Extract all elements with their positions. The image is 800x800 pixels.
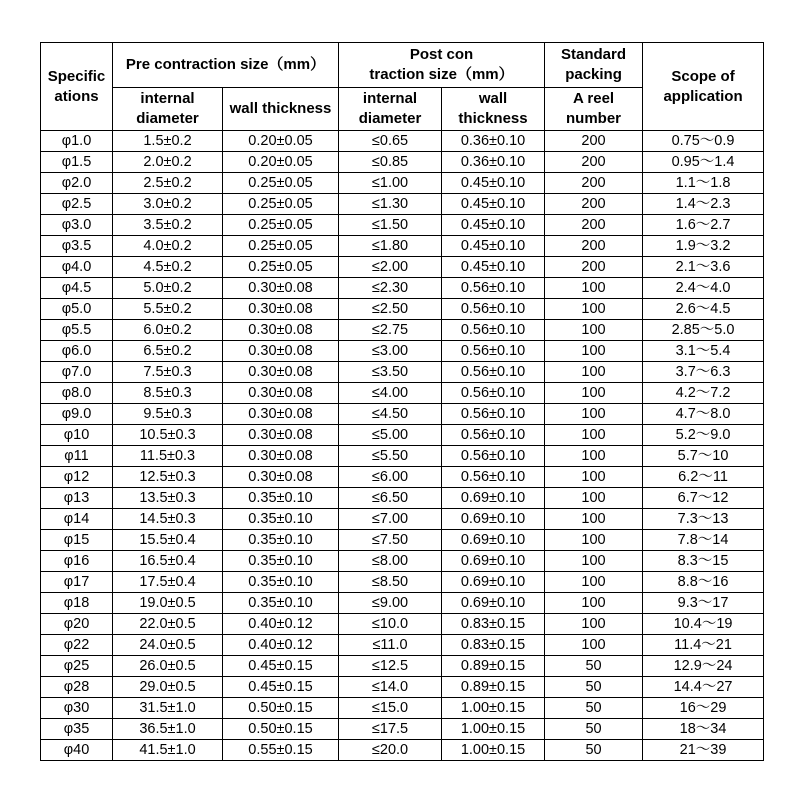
table-row	[41, 383, 764, 404]
cell-spec: φ6.0	[41, 341, 113, 362]
cell-post-wall-thickness: 0.45±0.10	[442, 236, 545, 257]
cell-post-internal-diameter: ≤3.50	[339, 362, 442, 383]
header-pre-id-line2: diameter	[136, 110, 199, 127]
cell-pre-internal-diameter: 15.5±0.4	[113, 530, 223, 551]
cell-scope: 11.4～21	[643, 635, 764, 656]
cell-reel-number: 100	[545, 341, 643, 362]
cell-pre-wall-thickness: 0.35±0.10	[223, 551, 339, 572]
cell-pre-internal-diameter: 3.0±0.2	[113, 194, 223, 215]
table-row	[41, 236, 764, 257]
cell-spec: φ9.0	[41, 404, 113, 425]
cell-reel-number: 200	[545, 236, 643, 257]
cell-spec: φ22	[41, 635, 113, 656]
cell-pre-internal-diameter: 6.5±0.2	[113, 341, 223, 362]
cell-spec: φ12	[41, 467, 113, 488]
cell-pre-internal-diameter: 13.5±0.3	[113, 488, 223, 509]
cell-spec: φ4.5	[41, 278, 113, 299]
cell-scope: 10.4～19	[643, 614, 764, 635]
cell-reel-number: 50	[545, 698, 643, 719]
cell-spec: φ25	[41, 656, 113, 677]
cell-post-wall-thickness: 0.36±0.10	[442, 152, 545, 173]
cell-scope: 7.8～14	[643, 530, 764, 551]
header-reel-line1: A reel	[572, 90, 615, 107]
cell-pre-internal-diameter: 29.0±0.5	[113, 677, 223, 698]
table-row	[41, 215, 764, 236]
cell-scope: 8.8～16	[643, 572, 764, 593]
header-post-contraction	[339, 43, 545, 88]
cell-scope: 2.4～4.0	[643, 278, 764, 299]
cell-post-internal-diameter: ≤20.0	[339, 740, 442, 761]
cell-post-internal-diameter: ≤2.50	[339, 299, 442, 320]
header-pre-wall-thickness: wall thickness	[223, 88, 339, 131]
cell-spec: φ8.0	[41, 383, 113, 404]
cell-post-internal-diameter: ≤2.00	[339, 257, 442, 278]
cell-pre-wall-thickness: 0.25±0.05	[223, 215, 339, 236]
cell-spec: φ20	[41, 614, 113, 635]
cell-reel-number: 100	[545, 635, 643, 656]
cell-post-internal-diameter: ≤7.50	[339, 530, 442, 551]
cell-pre-wall-thickness: 0.40±0.12	[223, 635, 339, 656]
table-row	[41, 299, 764, 320]
cell-reel-number: 100	[545, 425, 643, 446]
cell-pre-internal-diameter: 10.5±0.3	[113, 425, 223, 446]
cell-scope: 0.95～1.4	[643, 152, 764, 173]
cell-scope: 2.1～3.6	[643, 257, 764, 278]
cell-post-wall-thickness: 1.00±0.15	[442, 719, 545, 740]
cell-reel-number: 100	[545, 614, 643, 635]
table-row	[41, 635, 764, 656]
cell-post-wall-thickness: 0.89±0.15	[442, 677, 545, 698]
cell-pre-internal-diameter: 4.0±0.2	[113, 236, 223, 257]
table-row	[41, 740, 764, 761]
cell-pre-internal-diameter: 5.5±0.2	[113, 299, 223, 320]
table-row	[41, 467, 764, 488]
cell-pre-wall-thickness: 0.35±0.10	[223, 488, 339, 509]
cell-scope: 3.7～6.3	[643, 362, 764, 383]
cell-reel-number: 100	[545, 404, 643, 425]
table-row	[41, 530, 764, 551]
cell-pre-wall-thickness: 0.30±0.08	[223, 446, 339, 467]
table-row	[41, 551, 764, 572]
header-specifications	[41, 43, 113, 131]
table-row	[41, 425, 764, 446]
cell-post-wall-thickness: 0.69±0.10	[442, 530, 545, 551]
cell-reel-number: 100	[545, 488, 643, 509]
cell-post-wall-thickness: 0.56±0.10	[442, 278, 545, 299]
cell-scope: 2.85～5.0	[643, 320, 764, 341]
cell-spec: φ1.5	[41, 152, 113, 173]
cell-post-wall-thickness: 0.56±0.10	[442, 320, 545, 341]
cell-reel-number: 100	[545, 551, 643, 572]
cell-reel-number: 100	[545, 383, 643, 404]
cell-pre-internal-diameter: 41.5±1.0	[113, 740, 223, 761]
cell-post-internal-diameter: ≤2.30	[339, 278, 442, 299]
table-row	[41, 656, 764, 677]
cell-reel-number: 100	[545, 467, 643, 488]
cell-pre-internal-diameter: 4.5±0.2	[113, 257, 223, 278]
cell-post-internal-diameter: ≤4.50	[339, 404, 442, 425]
header-scope-line1: Scope of	[671, 67, 735, 85]
cell-post-wall-thickness: 0.56±0.10	[442, 404, 545, 425]
cell-pre-internal-diameter: 2.0±0.2	[113, 152, 223, 173]
cell-pre-wall-thickness: 0.25±0.05	[223, 194, 339, 215]
cell-post-internal-diameter: ≤10.0	[339, 614, 442, 635]
cell-pre-wall-thickness: 0.40±0.12	[223, 614, 339, 635]
cell-pre-wall-thickness: 0.35±0.10	[223, 530, 339, 551]
cell-scope: 16～29	[643, 698, 764, 719]
cell-pre-internal-diameter: 5.0±0.2	[113, 278, 223, 299]
cell-post-wall-thickness: 0.69±0.10	[442, 551, 545, 572]
cell-spec: φ28	[41, 677, 113, 698]
table-row	[41, 488, 764, 509]
cell-pre-internal-diameter: 14.5±0.3	[113, 509, 223, 530]
cell-reel-number: 200	[545, 194, 643, 215]
cell-post-internal-diameter: ≤1.00	[339, 173, 442, 194]
cell-post-wall-thickness: 0.83±0.15	[442, 635, 545, 656]
cell-post-wall-thickness: 0.56±0.10	[442, 299, 545, 320]
cell-post-internal-diameter: ≤1.50	[339, 215, 442, 236]
cell-pre-wall-thickness: 0.25±0.05	[223, 257, 339, 278]
cell-post-internal-diameter: ≤3.00	[339, 341, 442, 362]
cell-post-wall-thickness: 0.83±0.15	[442, 614, 545, 635]
table-row	[41, 719, 764, 740]
cell-reel-number: 200	[545, 257, 643, 278]
cell-pre-wall-thickness: 0.30±0.08	[223, 278, 339, 299]
cell-pre-internal-diameter: 2.5±0.2	[113, 173, 223, 194]
cell-spec: φ2.0	[41, 173, 113, 194]
cell-scope: 1.1～1.8	[643, 173, 764, 194]
header-spec-line2: ations	[54, 87, 99, 105]
cell-post-wall-thickness: 0.45±0.10	[442, 194, 545, 215]
cell-post-internal-diameter: ≤1.30	[339, 194, 442, 215]
table-row	[41, 152, 764, 173]
cell-post-wall-thickness: 0.69±0.10	[442, 572, 545, 593]
cell-scope: 4.7～8.0	[643, 404, 764, 425]
cell-pre-wall-thickness: 0.30±0.08	[223, 320, 339, 341]
cell-post-wall-thickness: 0.56±0.10	[442, 383, 545, 404]
table-row	[41, 677, 764, 698]
cell-post-internal-diameter: ≤6.00	[339, 467, 442, 488]
cell-scope: 21～39	[643, 740, 764, 761]
header-scope-line2: application	[663, 87, 743, 105]
cell-scope: 14.4～27	[643, 677, 764, 698]
cell-scope: 7.3～13	[643, 509, 764, 530]
cell-spec: φ3.0	[41, 215, 113, 236]
cell-post-wall-thickness: 0.89±0.15	[442, 656, 545, 677]
cell-pre-wall-thickness: 0.45±0.15	[223, 677, 339, 698]
cell-pre-wall-thickness: 0.30±0.08	[223, 299, 339, 320]
cell-spec: φ2.5	[41, 194, 113, 215]
cell-spec: φ40	[41, 740, 113, 761]
cell-reel-number: 50	[545, 719, 643, 740]
table-row	[41, 593, 764, 614]
cell-reel-number: 100	[545, 299, 643, 320]
cell-spec: φ17	[41, 572, 113, 593]
cell-reel-number: 200	[545, 152, 643, 173]
cell-pre-wall-thickness: 0.35±0.10	[223, 593, 339, 614]
cell-post-internal-diameter: ≤0.85	[339, 152, 442, 173]
cell-post-wall-thickness: 0.45±0.10	[442, 215, 545, 236]
cell-spec: φ10	[41, 425, 113, 446]
header-reel-number	[545, 88, 643, 131]
cell-pre-wall-thickness: 0.50±0.15	[223, 719, 339, 740]
cell-spec: φ30	[41, 698, 113, 719]
cell-scope: 9.3～17	[643, 593, 764, 614]
cell-pre-internal-diameter: 36.5±1.0	[113, 719, 223, 740]
cell-spec: φ5.5	[41, 320, 113, 341]
cell-pre-internal-diameter: 7.5±0.3	[113, 362, 223, 383]
cell-post-wall-thickness: 0.45±0.10	[442, 257, 545, 278]
table-row	[41, 257, 764, 278]
cell-pre-wall-thickness: 0.20±0.05	[223, 152, 339, 173]
table-row	[41, 404, 764, 425]
cell-scope: 4.2～7.2	[643, 383, 764, 404]
cell-reel-number: 100	[545, 530, 643, 551]
cell-pre-wall-thickness: 0.20±0.05	[223, 131, 339, 152]
cell-pre-internal-diameter: 9.5±0.3	[113, 404, 223, 425]
header-post-wall-line1: wall	[478, 90, 508, 107]
cell-pre-internal-diameter: 26.0±0.5	[113, 656, 223, 677]
header-pack-line2: packing	[565, 66, 622, 83]
header-pre-id-line1: internal	[140, 90, 195, 107]
cell-reel-number: 100	[545, 320, 643, 341]
cell-post-internal-diameter: ≤15.0	[339, 698, 442, 719]
cell-pre-wall-thickness: 0.30±0.08	[223, 404, 339, 425]
cell-post-internal-diameter: ≤2.75	[339, 320, 442, 341]
cell-pre-wall-thickness: 0.35±0.10	[223, 509, 339, 530]
cell-post-wall-thickness: 1.00±0.15	[442, 740, 545, 761]
cell-pre-wall-thickness: 0.50±0.15	[223, 698, 339, 719]
table-row	[41, 194, 764, 215]
cell-post-internal-diameter: ≤4.00	[339, 383, 442, 404]
header-pre-contraction: Pre contraction size（mm）	[113, 43, 339, 88]
cell-pre-internal-diameter: 19.0±0.5	[113, 593, 223, 614]
header-reel-line2: number	[566, 110, 622, 127]
cell-pre-wall-thickness: 0.25±0.05	[223, 236, 339, 257]
cell-post-internal-diameter: ≤1.80	[339, 236, 442, 257]
cell-scope: 2.6～4.5	[643, 299, 764, 320]
cell-reel-number: 50	[545, 740, 643, 761]
cell-spec: φ16	[41, 551, 113, 572]
cell-pre-internal-diameter: 1.5±0.2	[113, 131, 223, 152]
cell-spec: φ3.5	[41, 236, 113, 257]
cell-reel-number: 200	[545, 131, 643, 152]
cell-post-wall-thickness: 0.69±0.10	[442, 593, 545, 614]
cell-post-internal-diameter: ≤12.5	[339, 656, 442, 677]
cell-pre-wall-thickness: 0.35±0.10	[223, 572, 339, 593]
cell-post-wall-thickness: 0.56±0.10	[442, 341, 545, 362]
cell-reel-number: 50	[545, 677, 643, 698]
specification-table	[40, 42, 764, 761]
cell-post-internal-diameter: ≤7.00	[339, 509, 442, 530]
table-row	[41, 509, 764, 530]
cell-scope: 6.7～12	[643, 488, 764, 509]
header-standard-packing	[545, 43, 643, 88]
table-row	[41, 614, 764, 635]
cell-post-internal-diameter: ≤17.5	[339, 719, 442, 740]
cell-pre-internal-diameter: 3.5±0.2	[113, 215, 223, 236]
cell-post-wall-thickness: 0.56±0.10	[442, 467, 545, 488]
cell-pre-internal-diameter: 11.5±0.3	[113, 446, 223, 467]
cell-post-internal-diameter: ≤14.0	[339, 677, 442, 698]
cell-pre-wall-thickness: 0.55±0.15	[223, 740, 339, 761]
header-post-wall-thickness	[442, 88, 545, 131]
cell-reel-number: 200	[545, 173, 643, 194]
cell-pre-wall-thickness: 0.30±0.08	[223, 425, 339, 446]
cell-spec: φ13	[41, 488, 113, 509]
cell-post-internal-diameter: ≤8.50	[339, 572, 442, 593]
cell-reel-number: 100	[545, 446, 643, 467]
table-row	[41, 341, 764, 362]
cell-reel-number: 100	[545, 362, 643, 383]
header-post-internal-diameter	[339, 88, 442, 131]
cell-pre-internal-diameter: 6.0±0.2	[113, 320, 223, 341]
cell-scope: 0.75～0.9	[643, 131, 764, 152]
cell-spec: φ5.0	[41, 299, 113, 320]
table-row	[41, 173, 764, 194]
cell-reel-number: 100	[545, 593, 643, 614]
cell-post-wall-thickness: 0.36±0.10	[442, 131, 545, 152]
cell-scope: 5.2～9.0	[643, 425, 764, 446]
cell-reel-number: 100	[545, 509, 643, 530]
cell-pre-wall-thickness: 0.30±0.08	[223, 467, 339, 488]
cell-scope: 1.6～2.7	[643, 215, 764, 236]
cell-pre-internal-diameter: 16.5±0.4	[113, 551, 223, 572]
header-post-id-line2: diameter	[358, 110, 422, 127]
table-body	[41, 131, 764, 761]
cell-post-internal-diameter: ≤8.00	[339, 551, 442, 572]
cell-spec: φ14	[41, 509, 113, 530]
cell-post-internal-diameter: ≤9.00	[339, 593, 442, 614]
cell-pre-wall-thickness: 0.25±0.05	[223, 173, 339, 194]
cell-pre-wall-thickness: 0.45±0.15	[223, 656, 339, 677]
table-row	[41, 131, 764, 152]
cell-reel-number: 50	[545, 656, 643, 677]
cell-pre-internal-diameter: 12.5±0.3	[113, 467, 223, 488]
cell-spec: φ11	[41, 446, 113, 467]
cell-scope: 5.7～10	[643, 446, 764, 467]
table-row	[41, 278, 764, 299]
cell-post-wall-thickness: 0.56±0.10	[442, 446, 545, 467]
cell-pre-internal-diameter: 24.0±0.5	[113, 635, 223, 656]
header-row-1	[41, 43, 764, 88]
cell-pre-wall-thickness: 0.30±0.08	[223, 341, 339, 362]
cell-pre-internal-diameter: 22.0±0.5	[113, 614, 223, 635]
table-row	[41, 320, 764, 341]
cell-reel-number: 100	[545, 572, 643, 593]
cell-post-wall-thickness: 1.00±0.15	[442, 698, 545, 719]
table-row	[41, 446, 764, 467]
cell-spec: φ1.0	[41, 131, 113, 152]
cell-post-internal-diameter: ≤0.65	[339, 131, 442, 152]
cell-scope: 1.4～2.3	[643, 194, 764, 215]
header-post-line2: traction size（mm）	[369, 66, 514, 83]
cell-pre-internal-diameter: 31.5±1.0	[113, 698, 223, 719]
table-row	[41, 698, 764, 719]
cell-scope: 12.9～24	[643, 656, 764, 677]
cell-spec: φ18	[41, 593, 113, 614]
cell-pre-wall-thickness: 0.30±0.08	[223, 383, 339, 404]
cell-post-internal-diameter: ≤11.0	[339, 635, 442, 656]
cell-reel-number: 200	[545, 215, 643, 236]
cell-scope: 18～34	[643, 719, 764, 740]
header-pre-internal-diameter	[113, 88, 223, 131]
cell-spec: φ15	[41, 530, 113, 551]
cell-post-internal-diameter: ≤6.50	[339, 488, 442, 509]
cell-pre-internal-diameter: 17.5±0.4	[113, 572, 223, 593]
cell-scope: 8.3～15	[643, 551, 764, 572]
header-pack-line1: Standard	[561, 46, 627, 63]
header-post-id-line1: internal	[362, 90, 418, 107]
table-header	[41, 43, 764, 131]
cell-pre-wall-thickness: 0.30±0.08	[223, 362, 339, 383]
cell-spec: φ35	[41, 719, 113, 740]
table-row	[41, 362, 764, 383]
cell-post-wall-thickness: 0.69±0.10	[442, 488, 545, 509]
header-spec-line1: Specific	[47, 67, 106, 85]
cell-spec: φ7.0	[41, 362, 113, 383]
header-scope-of-application	[643, 43, 764, 131]
cell-post-wall-thickness: 0.56±0.10	[442, 362, 545, 383]
cell-reel-number: 100	[545, 278, 643, 299]
cell-post-wall-thickness: 0.45±0.10	[442, 173, 545, 194]
cell-pre-internal-diameter: 8.5±0.3	[113, 383, 223, 404]
cell-spec: φ4.0	[41, 257, 113, 278]
cell-post-internal-diameter: ≤5.50	[339, 446, 442, 467]
cell-post-wall-thickness: 0.56±0.10	[442, 425, 545, 446]
cell-post-wall-thickness: 0.69±0.10	[442, 509, 545, 530]
table-row	[41, 572, 764, 593]
cell-scope: 1.9～3.2	[643, 236, 764, 257]
header-post-line1: Post con	[409, 46, 474, 63]
cell-post-internal-diameter: ≤5.00	[339, 425, 442, 446]
cell-scope: 3.1～5.4	[643, 341, 764, 362]
cell-scope: 6.2～11	[643, 467, 764, 488]
header-post-wall-line2: thickness	[458, 110, 528, 127]
